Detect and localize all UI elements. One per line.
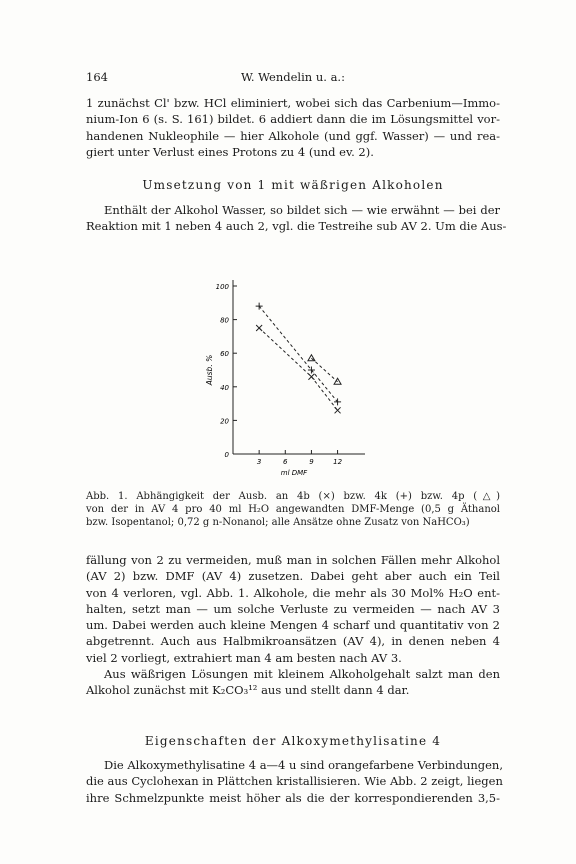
y-tick-label: 60 [220,350,229,359]
text-line: nium-Ion 6 (s. S. 161) bildet. 6 addiert dann die im Lösungsmittel vor- [86,112,500,127]
y-tick-label: 20 [220,417,229,426]
data-point-4b [308,374,314,380]
text-line: Aus wäßrigen Lösungen mit kleinem Alkoholgehalt salzt man den [104,667,500,682]
series-line-4b [259,328,337,410]
figure-1-chart [190,262,390,487]
section-title-1: Umsetzung von 1 mit wäßrigen Alkoholen [142,178,444,192]
text-line: von 4 verloren, vgl. Abb. 1. Alkohole, die mehr als 30 Mol% H₂O ent- [86,585,500,600]
data-point-4p [308,355,315,361]
text-line: giert unter Verlust eines Protons zu 4 (und ev. 2). [86,144,374,159]
text-line: fällung von 2 zu vermeiden, muß man in solchen Fällen mehr Alkohol [86,553,500,567]
data-point-4b [335,407,341,413]
text-line: Alkohol zunächst mit K₂CO₃¹² aus und stellt dann 4 dar. [86,683,410,698]
text-line: Reaktion mit 1 neben 4 auch 2, vgl. die Testreihe sub AV 2. Um die Aus- [86,219,507,234]
text-line: handenen Nukleophile — hier Alkohole (und ggf. Wasser) — und rea- [86,128,500,143]
x-tick-label: 3 [256,458,262,466]
paragraph-1 [86,95,500,160]
text-line: Die Alkoxymethylisatine 4 a—4 u sind orangefarbene Verbindungen, [104,758,503,772]
x-tick-label: 9 [309,458,314,466]
x-axis-label: ml DMF [280,469,308,477]
x-tick-label: 12 [333,458,343,466]
caption-line: von der in AV 4 pro 40 ml H₂O angewandten DMF-Menge (0,5 g Äthanol [86,504,500,516]
text-line: ihre Schmelzpunkte meist höher als die der korrespondierenden 3,5- [86,790,500,805]
page-header [86,70,500,84]
y-tick-label: 40 [220,383,229,392]
section-title-2: Eigenschaften der Alkoxymethylisatine 4 [144,734,442,748]
paragraph-3 [86,552,500,699]
series-line-4k [259,306,337,402]
text-line: die aus Cyclohexan in Plättchen kristallisieren. Wie Abb. 2 zeigt, liegen [86,774,503,789]
caption-line: Abb. 1. Abhängigkeit der Ausb. an 4b (×) bzw. 4k (+) bzw. 4p (△) [86,491,500,502]
page-number: 164 [86,70,108,84]
text-line: um. Dabei werden auch kleine Mengen 4 scharf und quantitativ von 2 [86,618,500,633]
x-tick-label: 6 [283,458,288,466]
data-point-4k [334,398,341,405]
y-tick-label: 80 [220,316,229,325]
text-line: 1 zunächst Cl' bzw. HCl eliminiert, wobei sich das Carbenium—Immo- [86,96,500,110]
text-line: Enthält der Alkohol Wasser, so bildet sich — wie erwähnt — bei der [104,203,500,217]
text-line: viel 2 vorliegt, extrahiert man 4 am besten nach AV 3. [86,650,402,665]
running-head: W. Wendelin u. a.: [241,70,345,84]
paragraph-2 [86,202,507,235]
data-point-4b [256,325,262,331]
caption-line: bzw. Isopentanol; 0,72 g n-Nonanol; alle Ansätze ohne Zusatz von NaHCO₃) [86,517,470,529]
y-tick-label: 100 [215,283,229,291]
data-point-4k [256,303,263,310]
text-line: halten, setzt man — um solche Verluste zu vermeiden — nach AV 3 [86,601,500,616]
paragraph-4 [86,757,503,806]
series-line-4p [311,358,337,382]
text-line: (AV 2) bzw. DMF (AV 4) zusetzen. Dabei geht aber auch ein Teil [86,569,500,584]
text-line: abgetrennt. Auch aus Halbmikroansätzen (AV 4), in denen neben 4 [86,634,500,649]
y-tick-label: 0 [224,451,229,459]
figure-1-caption [86,490,500,530]
y-axis-label: Ausb. % [205,354,214,386]
